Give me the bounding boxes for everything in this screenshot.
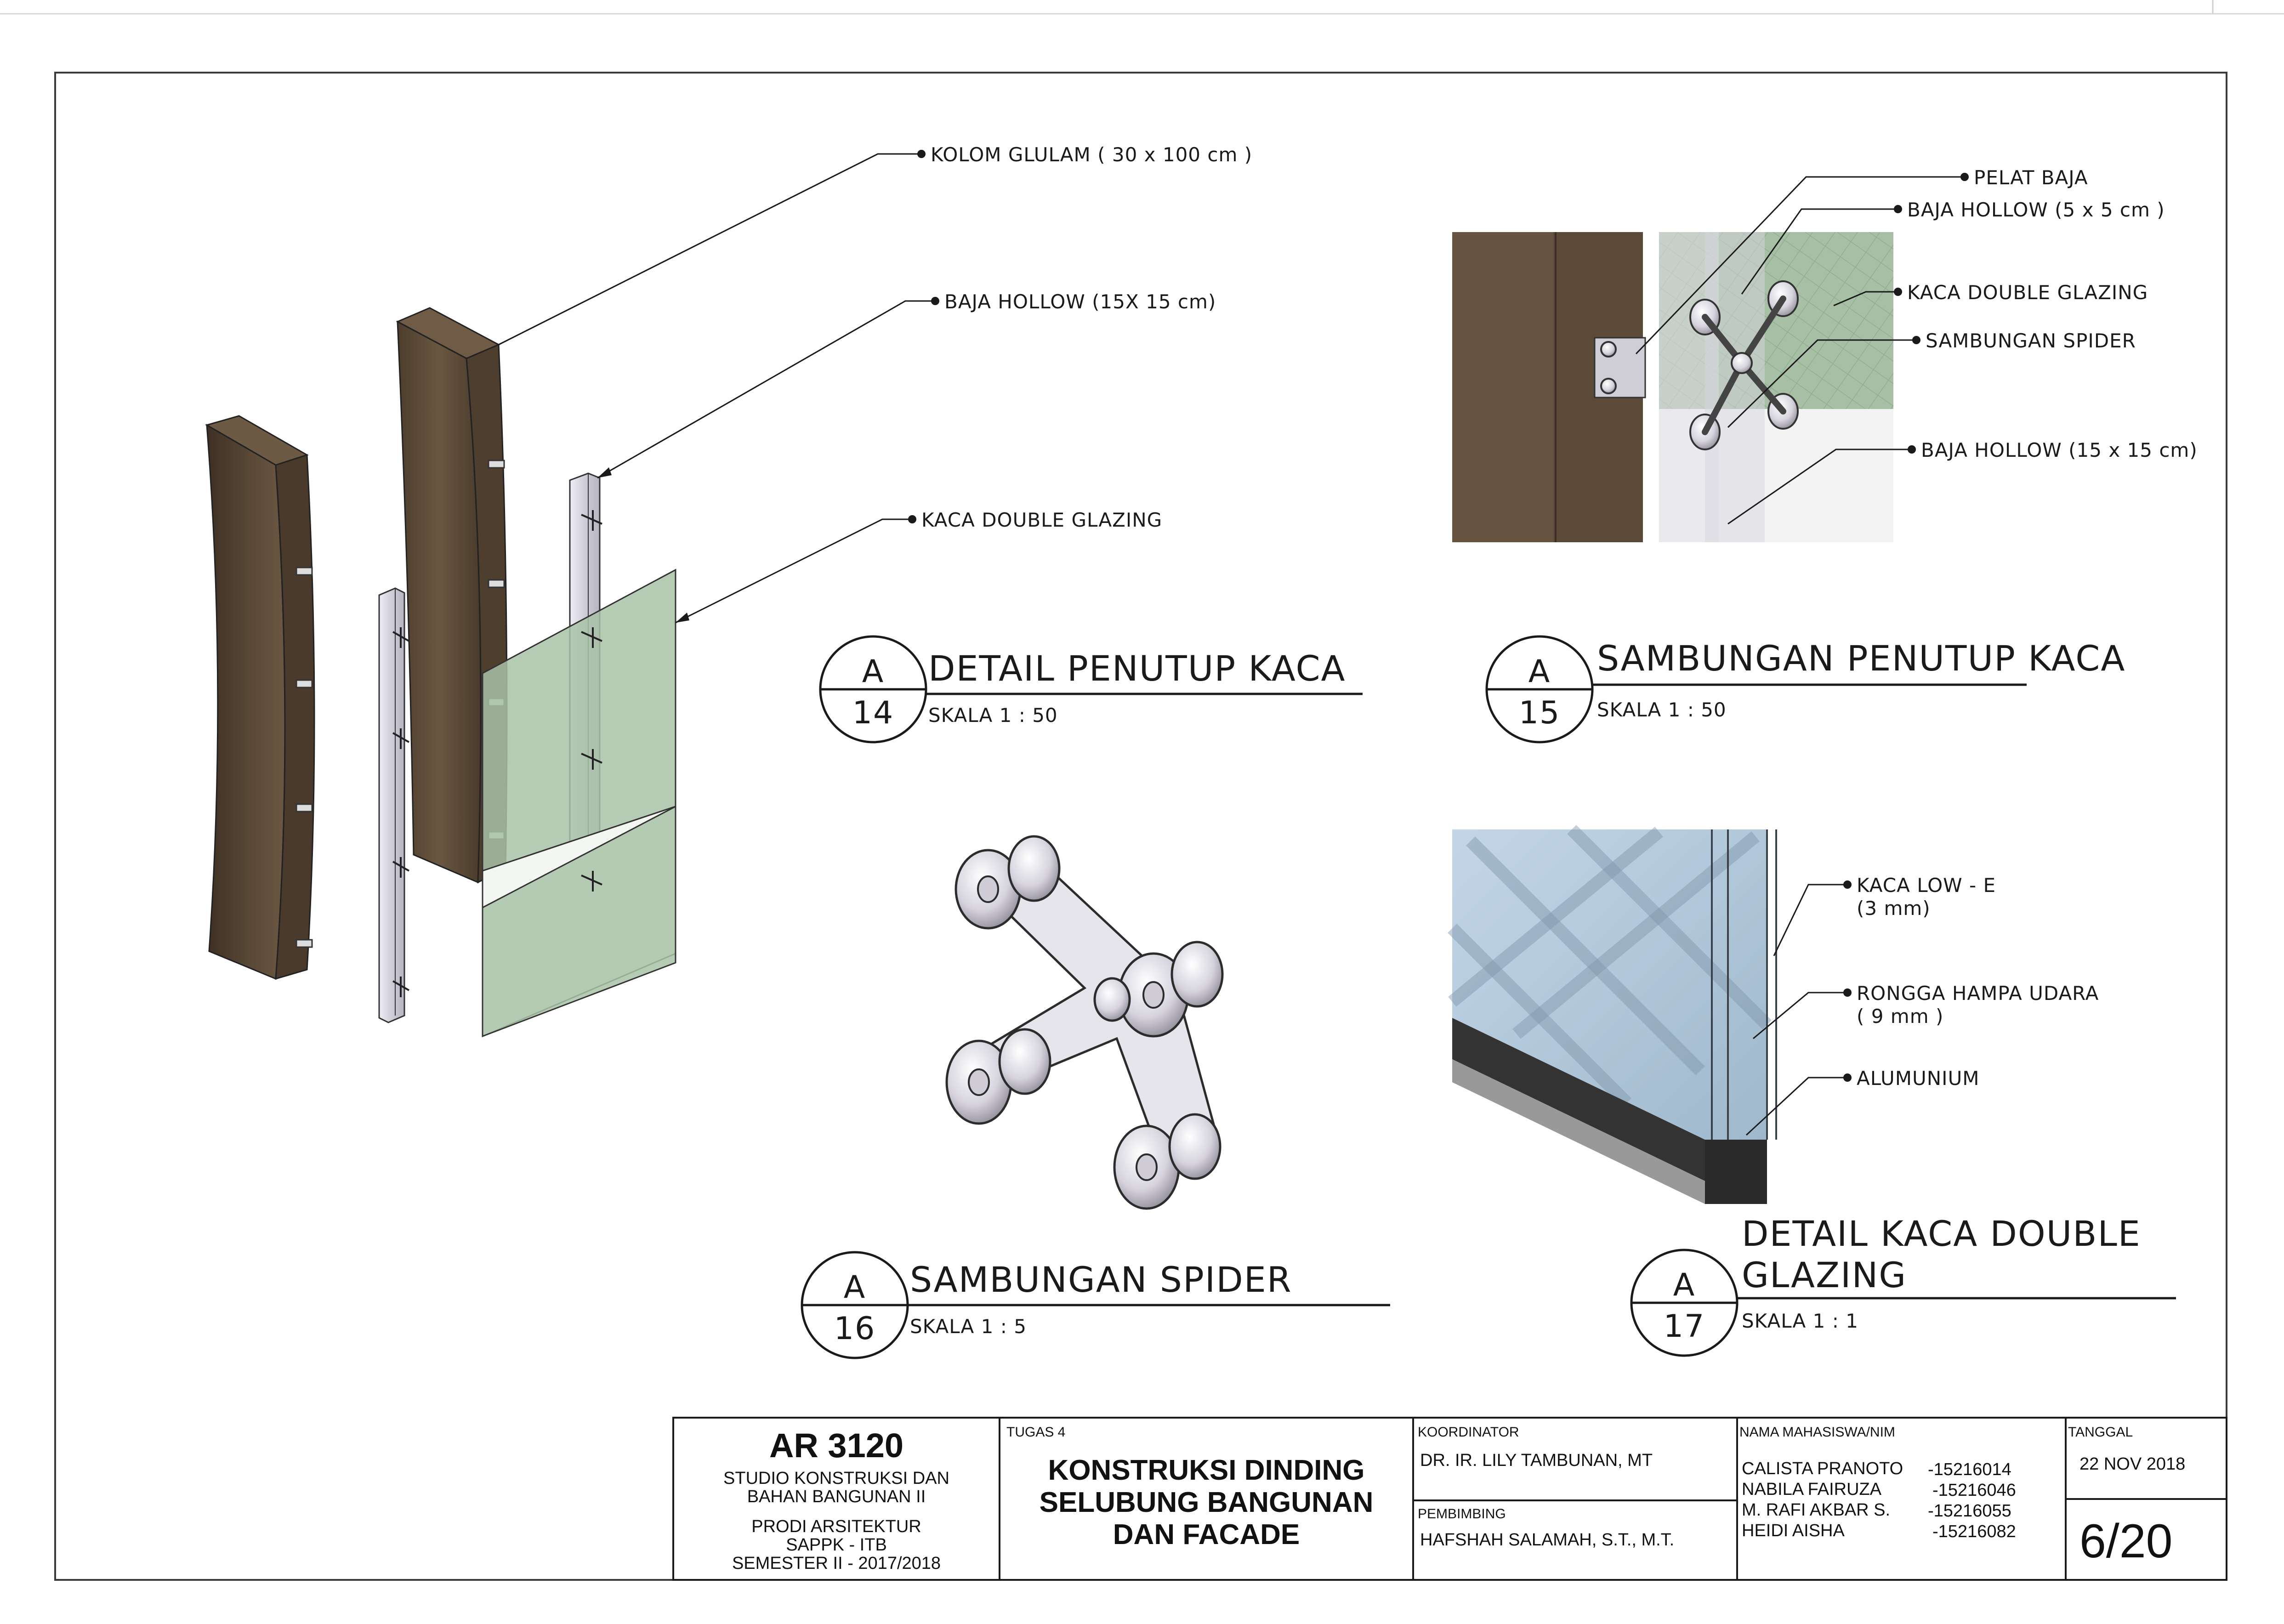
student-name: NABILA FAIRUZA xyxy=(1742,1480,1882,1499)
callout-pelat-baja: PELAT BAJA xyxy=(1974,166,2088,189)
ref-number: 16 xyxy=(834,1311,876,1347)
pembimbing-name: HAFSHAH SALAMAH, S.T., M.T. xyxy=(1420,1530,1675,1550)
ref-letter: A xyxy=(1528,653,1551,690)
studio-line1: STUDIO KONSTRUKSI DAN xyxy=(723,1469,949,1488)
drawing-title: DETAIL PENUTUP KACA xyxy=(928,648,1346,689)
callout-kaca-low-e-thickness: (3 mm) xyxy=(1857,897,1931,920)
student-nim: -15216014 xyxy=(1928,1460,2011,1479)
callout-rongga-thickness: ( 9 mm ) xyxy=(1857,1005,1944,1028)
koordinator-label: KOORDINATOR xyxy=(1418,1425,1519,1440)
student-nim: -15216046 xyxy=(1932,1481,2016,1500)
callout-sambungan-spider: SAMBUNGAN SPIDER xyxy=(1926,329,2136,352)
ref-number: 15 xyxy=(1518,695,1561,731)
student-name: M. RAFI AKBAR S. xyxy=(1742,1500,1891,1520)
drawing-scale: SKALA 1 : 5 xyxy=(910,1315,1027,1338)
callout-kaca-low-e: KACA LOW - E xyxy=(1857,874,1996,897)
callout-baja-hollow: BAJA HOLLOW (15X 15 cm) xyxy=(944,290,1216,313)
drawing-scale: SKALA 1 : 50 xyxy=(1597,698,1727,721)
detail-kaca-double-glazing-drawing xyxy=(1452,829,1852,1204)
student-name: HEIDI AISHA xyxy=(1742,1521,1845,1540)
task-label: TUGAS 4 xyxy=(1006,1425,1066,1440)
date-value: 22 NOV 2018 xyxy=(2079,1454,2186,1474)
task-title-line1: KONSTRUKSI DINDING xyxy=(1048,1454,1365,1486)
callout-kaca-double-glazing: KACA DOUBLE GLAZING xyxy=(921,509,1163,531)
drawing-title-line1: DETAIL KACA DOUBLE xyxy=(1742,1213,2141,1254)
detail-penutup-kaca-drawing xyxy=(207,150,939,1036)
callout-kaca-double-glazing: KACA DOUBLE GLAZING xyxy=(1907,281,2148,304)
sambungan-spider-drawing xyxy=(947,836,1222,1209)
drawing-title: SAMBUNGAN SPIDER xyxy=(910,1259,1292,1300)
callout-alumunium: ALUMUNIUM xyxy=(1857,1067,1980,1090)
callout-rongga-hampa-udara: RONGGA HAMPA UDARA xyxy=(1857,982,2099,1005)
callout-baja-hollow-15: BAJA HOLLOW (15 x 15 cm) xyxy=(1921,439,2198,461)
student-nim: -15216055 xyxy=(1928,1501,2011,1521)
school: SAPPK - ITB xyxy=(786,1535,887,1555)
sambungan-penutup-kaca-drawing xyxy=(1452,173,1969,542)
drawing-scale: SKALA 1 : 1 xyxy=(1742,1310,1858,1332)
semester: SEMESTER II - 2017/2018 xyxy=(732,1554,941,1573)
student-nim: -15216082 xyxy=(1932,1522,2016,1541)
callout-baja-hollow-5: BAJA HOLLOW (5 x 5 cm ) xyxy=(1907,199,2165,221)
pembimbing-label: PEMBIMBING xyxy=(1418,1506,1506,1522)
students-label: NAMA MAHASISWA/NIM xyxy=(1739,1425,1895,1440)
drawing-title: SAMBUNGAN PENUTUP KACA xyxy=(1597,638,2126,679)
ref-letter: A xyxy=(1673,1267,1696,1303)
ref-letter: A xyxy=(862,653,885,690)
drawing-scale: SKALA 1 : 50 xyxy=(928,704,1058,727)
ref-letter: A xyxy=(843,1269,866,1306)
course-code: AR 3120 xyxy=(769,1426,904,1465)
ref-number: 17 xyxy=(1663,1308,1705,1345)
callout-kolom-glulam: KOLOM GLULAM ( 30 x 100 cm ) xyxy=(931,143,1253,166)
sheet-number: 6/20 xyxy=(2079,1515,2173,1568)
koordinator-name: DR. IR. LILY TAMBUNAN, MT xyxy=(1420,1451,1653,1470)
student-name: CALISTA PRANOTO xyxy=(1742,1459,1903,1478)
ref-number: 14 xyxy=(852,695,894,731)
drawing-title-line2: GLAZING xyxy=(1742,1255,1907,1295)
date-label: TANGGAL xyxy=(2068,1425,2133,1440)
task-title-line2: SELUBUNG BANGUNAN xyxy=(1039,1487,1374,1518)
task-title-line3: DAN FACADE xyxy=(1113,1519,1300,1550)
studio-line2: BAHAN BANGUNAN II xyxy=(747,1487,926,1506)
prodi: PRODI ARSITEKTUR xyxy=(751,1517,921,1536)
